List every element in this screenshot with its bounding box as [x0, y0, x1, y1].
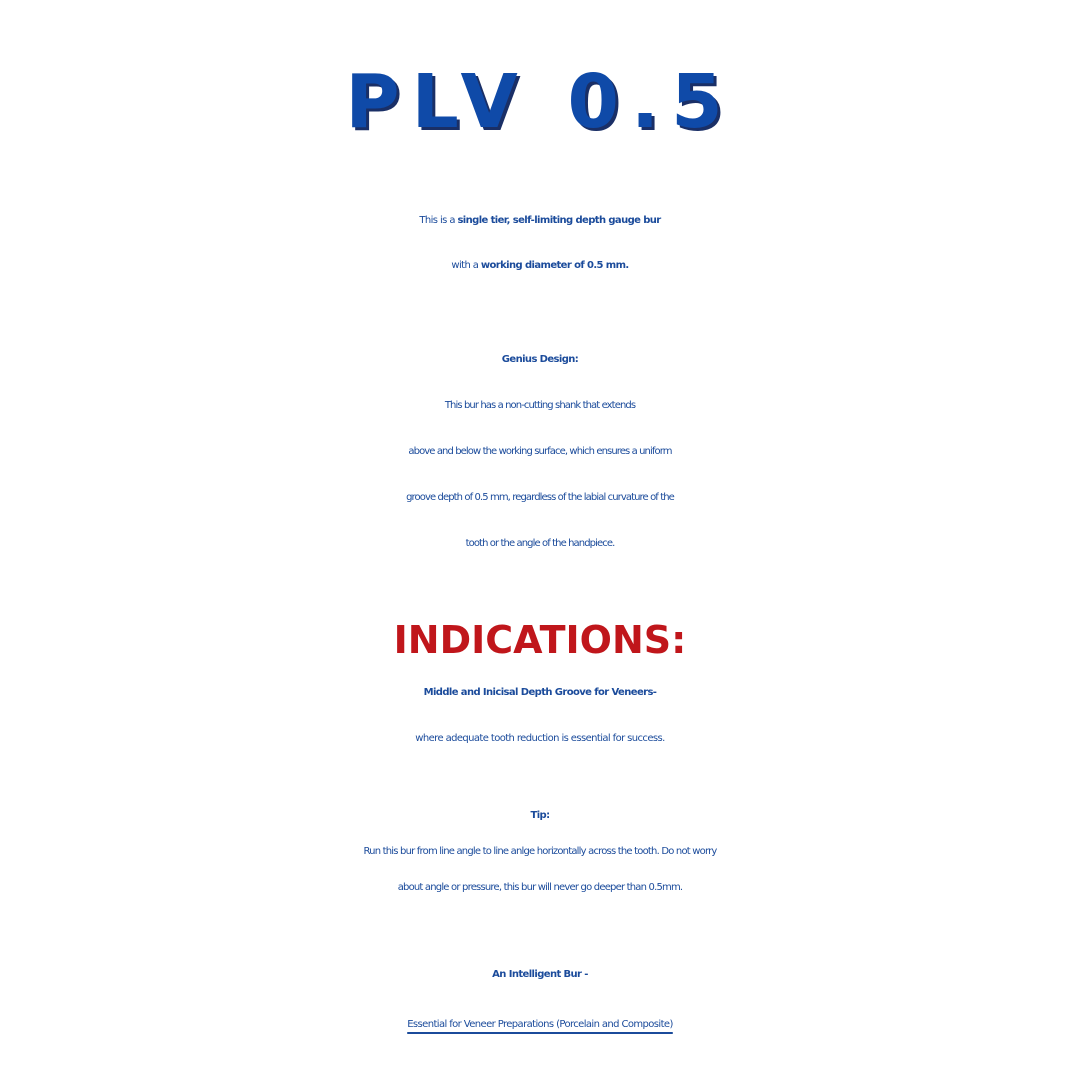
tip-line-2: about angle or pressure, this bur will never go deeper than 0.5mm.	[397, 882, 683, 893]
intro-line-1-emphasis: single tier, self-limiting depth gauge bur	[457, 215, 661, 226]
indications-heading: INDICATIONS:	[393, 618, 687, 662]
design-line-1: This bur has a non-cutting shank that extends	[444, 400, 636, 411]
design-line-2: above and below the working surface, which ensures a uniform	[408, 446, 672, 457]
page-title: PLV 0.5	[345, 59, 735, 145]
intro-line-2-text: with a	[451, 260, 481, 271]
intro-line-1	[0, 198, 1080, 243]
veneer-preparations-link[interactable]: Essential for Veneer Preparations (Porcelain and Composite)	[407, 1019, 673, 1030]
design-heading: Genius Design:	[501, 354, 579, 365]
tip-line-1: Run this bur from line angle to line anlge horizontally across the tooth. Do not worry	[363, 846, 717, 857]
design-line-3: groove depth of 0.5 mm, regardless of the labial curvature of the	[406, 492, 674, 503]
indications-subheading: Middle and Inicisal Depth Groove for Veneers-	[423, 687, 657, 698]
indications-body: where adequate tooth reduction is essential for success.	[415, 733, 665, 744]
intro-line-2-emphasis: working diameter of 0.5 mm.	[480, 260, 629, 271]
tip-section	[0, 798, 1080, 906]
intro-line-2	[0, 243, 1080, 288]
design-section	[0, 337, 1080, 567]
closing-section	[0, 950, 1080, 1050]
tip-heading: Tip:	[530, 810, 550, 821]
closing-heading: An Intelligent Bur -	[492, 969, 588, 980]
indications-section	[0, 670, 1080, 762]
intro-line-1-text: This is a	[419, 215, 458, 226]
intro-block	[0, 198, 1080, 288]
design-line-4: tooth or the angle of the handpiece.	[465, 538, 615, 549]
